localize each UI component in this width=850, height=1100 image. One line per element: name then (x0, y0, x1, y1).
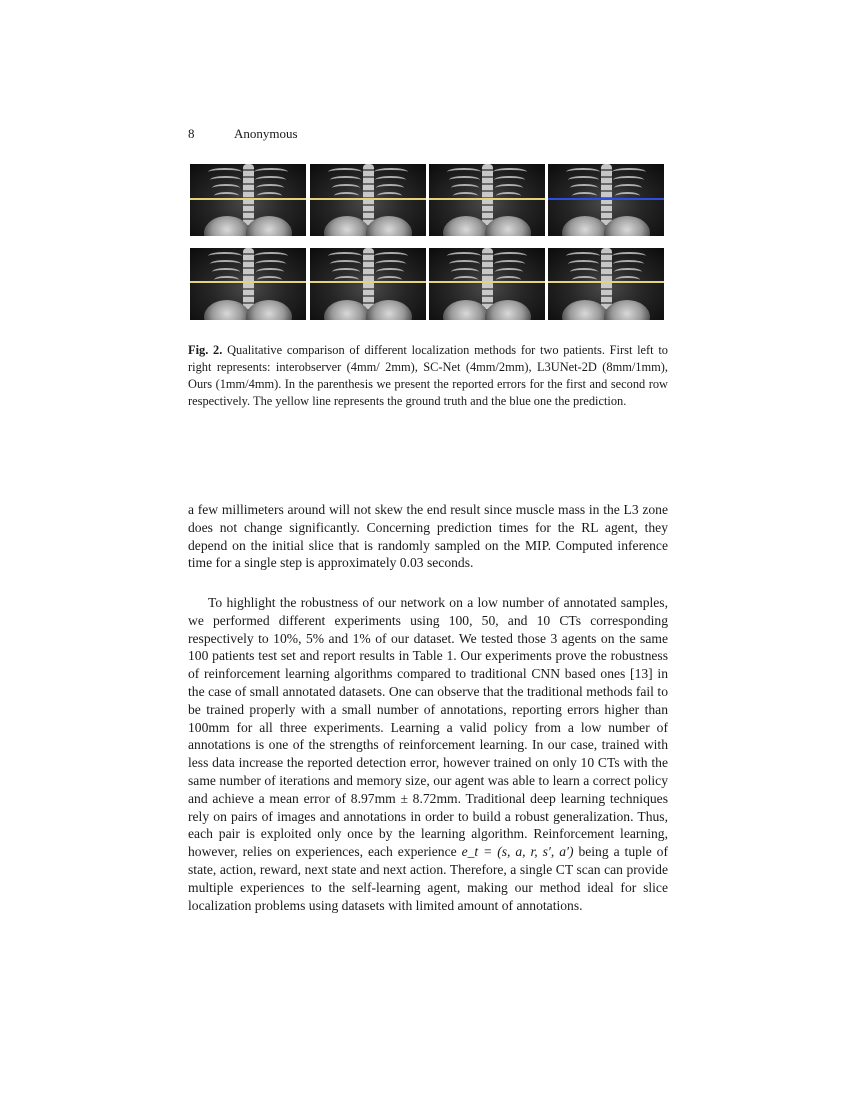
rib-shape (212, 268, 240, 276)
caption-text: Qualitative comparison of different localization methods for two patients. First left to right represents: interobserver (4mm/ 2mm), SC-Net (4mm/2mm), L3UNet-2D (8mm/1mm), Ours (1mm/4mm). In the parenthesis we present the reported errors for the first and second row respectively. The yellow line represents the ground truth and the blue one the prediction. (188, 343, 668, 408)
rib-shape (447, 168, 481, 176)
prediction-line (548, 198, 664, 200)
paragraph-2-text-b: being a tuple of state, action, reward, next state and next action. Therefore, a single CT scan can provide multiple experiences to the self-learning agent, making our method ideal for slice localization problems using datasets with limited amount of annotations. (188, 844, 668, 913)
rib-shape (376, 184, 404, 192)
ct-panel-l3unet-2d-row-2 (429, 248, 545, 320)
ct-panel-interobserver-row-2 (190, 248, 306, 320)
page-number: 8 (188, 126, 195, 141)
rib-shape (449, 176, 480, 184)
rib-shape (375, 176, 406, 184)
rib-shape (332, 184, 360, 192)
figure-ct-comparison (190, 164, 666, 320)
ground-truth-line (310, 281, 426, 283)
rib-shape (256, 268, 284, 276)
ct-panel-sc-net-row-2 (310, 248, 426, 320)
rib-shape (614, 184, 642, 192)
rib-shape (332, 268, 360, 276)
ct-panel-ours-row-1 (548, 164, 664, 236)
rib-shape (495, 184, 523, 192)
rib-shape (570, 268, 598, 276)
running-head (188, 126, 298, 142)
rib-shape (208, 168, 242, 176)
figure-caption (188, 342, 668, 410)
rib-shape (254, 252, 288, 260)
rib-shape (613, 260, 644, 268)
ground-truth-line (190, 281, 306, 283)
rib-shape (328, 252, 362, 260)
rib-shape (614, 268, 642, 276)
ct-panel-ours-row-2 (548, 248, 664, 320)
rib-shape (256, 184, 284, 192)
paragraph-2 (188, 594, 668, 914)
rib-shape (447, 252, 481, 260)
rib-shape (612, 168, 646, 176)
rib-shape (494, 260, 525, 268)
rib-shape (376, 268, 404, 276)
caption-label: Fig. 2. (188, 343, 223, 357)
paragraph-1: a few millimeters around will not skew the end result since muscle mass in the L3 zone does not change significantly. Concerning prediction times for the RL agent, they depend on the initial slice that is randomly sampled on the MIP. Computed inference time for a single step is approximately 0.03 seconds. (188, 502, 668, 571)
rib-shape (493, 168, 527, 176)
rib-shape (330, 260, 361, 268)
rib-shape (566, 252, 600, 260)
paragraph-2-text-a: To highlight the robustness of our network on a low number of annotated samples, we performed different experiments using 100, 50, and 10 CTs corresponding respectively to 10%, 5% and 1% of our dataset. We tested those 3 agents on the same 100 patients test set and report results in Table 1. Our experiments prove the robustness of reinforcement learning algorithms compared to traditional CNN based ones [13] in the case of small annotated datasets. One can observe that the traditional methods fail to be trained properly with a small number of annotations, reporting errors higher than 100mm for all three experiments. Learning a valid policy from a low number of annotations is one of the strengths of reinforcement learning. In our case, trained with less data increase the reported detection error, however trained on only 10 CTs with the same number of iterations and memory size, our agent was able to learn a correct policy and achieve a mean error of 8.97mm ± 8.72mm. Traditional deep learning techniques rely on pairs of images and annotations in order to build a robust generalization. Thus, each pair is exploited only once by the learning algorithm. Reinforcement learning, however, relies on experiences, each experience (188, 595, 668, 860)
rib-shape (254, 168, 288, 176)
rib-shape (566, 168, 600, 176)
rib-shape (612, 252, 646, 260)
ct-panel-sc-net-row-1 (310, 164, 426, 236)
rib-shape (375, 260, 406, 268)
rib-shape (374, 252, 408, 260)
ground-truth-line (548, 281, 664, 283)
rib-shape (568, 176, 599, 184)
rib-shape (210, 176, 241, 184)
ct-panel-interobserver-row-1 (190, 164, 306, 236)
experience-formula: e_t = (s, a, r, s′, a′) (461, 844, 574, 860)
rib-shape (570, 184, 598, 192)
rib-shape (613, 176, 644, 184)
rib-shape (255, 176, 286, 184)
rib-shape (328, 168, 362, 176)
ground-truth-line (429, 281, 545, 283)
rib-shape (212, 184, 240, 192)
ct-panel-l3unet-2d-row-1 (429, 164, 545, 236)
rib-shape (451, 184, 479, 192)
rib-shape (210, 260, 241, 268)
rib-shape (493, 252, 527, 260)
rib-shape (494, 176, 525, 184)
author-name: Anonymous (234, 126, 298, 141)
rib-shape (449, 260, 480, 268)
ground-truth-line (310, 198, 426, 200)
rib-shape (255, 260, 286, 268)
rib-shape (495, 268, 523, 276)
rib-shape (568, 260, 599, 268)
rib-shape (451, 268, 479, 276)
rib-shape (208, 252, 242, 260)
ground-truth-line (190, 198, 306, 200)
rib-shape (330, 176, 361, 184)
ground-truth-line (429, 198, 545, 200)
rib-shape (374, 168, 408, 176)
